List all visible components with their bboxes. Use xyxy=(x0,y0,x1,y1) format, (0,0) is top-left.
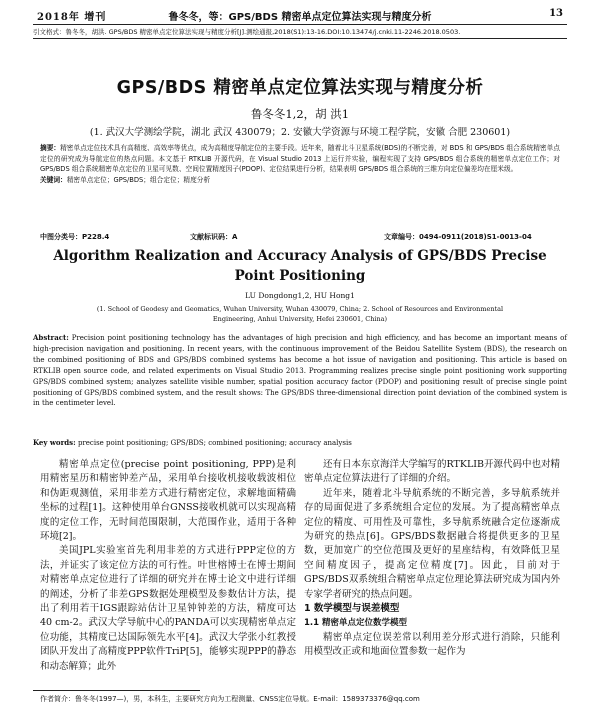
clc-number: 中图分类号：P228.4 xyxy=(40,233,110,241)
chinese-abstract-text: 精密单点定位技术具有高精度、高效率等优点，成为高精度导航定位的主要手段。近年来，随着北斗卫星系统(BDS)的不断完善，对 BDS 和 GPS/BDS 组合系统精密单点定位的研究成为导航定位的热点问题。本文基于 RTKLIB 开源代码，在 Visual Studio 2013 上运行并实验，编程实现了支持 GPS/BDS 组合系统的精密单点定位工作；对 GPS/BDS 组合系统精密单点定位的卫星可见数、空间位置精度因子(PDOP)、定位结果进行分析，结果表明 GPS/BDS 组合系统的三维方向定位偏差均在厘米级。 xyxy=(40,144,560,173)
body-paragraph: 精密单点定位(precise point positioning, PPP)是利用精密星历和精密钟差产品，采用单台接收机接收载波相位和伪距观测值，采用非差方式进行精密定位，求解地面精确坐标的过程[1]。这种使用单台GNSS接收机就可以实现高精度的定位工作，无时间范围限制，大范围作业，适用于各种环境[2]。 xyxy=(40,459,296,543)
chinese-keywords-label: 关键词： xyxy=(40,175,67,184)
page-number: 13 xyxy=(549,8,563,19)
chinese-abstract xyxy=(40,143,560,185)
body-paragraph: 美国JPL实验室首先利用非差的方式进行PPP定位的方法，并证实了该定位方法的可行性。叶世榕博士在博士期间对精密单点定位进行了详细的研究并在博士论文中进行详细的阐述，分析了非差GPS数据处理模型及参数估计方法，提出了利用若干IGS跟踪站估计卫星钟钟差的方法，精度可达40 cm-2。武汉大学导航中心的PANDA可以实现精密单点定位功能，其精度已达国际领先水平[4]。武汉大学张小红教授团队开发出了高精度PPP软件TriP[5]，能够实现PPP的静态和动态解算；此外 xyxy=(40,545,296,672)
chinese-title: GPS/BDS 精密单点定位算法实现与精度分析 xyxy=(116,78,484,98)
header-title: 鲁冬冬，等：GPS/BDS 精密单点定位算法实现与精度分析 xyxy=(168,12,432,23)
header-issue: 2018年 增刊 xyxy=(37,12,107,23)
english-keywords-line xyxy=(33,438,567,447)
chinese-authors: 鲁冬冬1,2，胡 洪1 xyxy=(250,107,350,121)
english-abstract-label: Abstract: xyxy=(33,333,69,342)
article-id: 文章编号：0494-0911(2018)S1-0013-04 xyxy=(384,233,532,241)
chinese-keywords: 精密单点定位；GPS/BDS；组合定位；精度分析 xyxy=(66,175,211,184)
chinese-affiliation: (1. 武汉大学测绘学院，湖北 武汉 430079；2. 安徽大学资源与环境工程学院，安徽 合肥 230601) xyxy=(89,127,511,138)
english-affiliation: (1. School of Geodesy and Geomatics, Wuhan University, Wuhan 430079, China; 2. School of Resources and Environmental Engineering, Anhui University, Hefei 230601, China) xyxy=(96,305,504,323)
footnote-rule xyxy=(33,690,200,691)
chinese-abstract-label: 摘要： xyxy=(40,144,61,152)
english-keywords-label: Key words: xyxy=(33,438,76,447)
body-column-left xyxy=(40,458,296,674)
body-paragraph: 还有日本东京海洋大学编写的RTKLIB开源代码中也对精密单点定位算法进行了详细的介绍。 xyxy=(304,459,560,485)
citation-line: 引文格式：鲁冬冬，胡洪. GPS/BDS 精密单点定位算法实现与精度分析[J].测绘通报,2018(S1):13-16.DOI:10.13474/j.cnki.11-2246.2018.0503. xyxy=(33,28,461,36)
body-paragraph: 近年来，随着北斗导航系统的不断完善，多导航系统并存的局面促进了多系统组合定位的发展。为了提高精密单点定位的精度、可用性及可靠性，多导航系统融合定位逐渐成为研究的热点[6]。GPS/BDS数据融合将提供更多的卫星数，更加宽广的空位范围及更好的星座结构，有效降低卫星空间精度因子，提高定位精度[7]。因此，目前对于GPS/BDS双系统组合精密单点定位理论算法研究成为国内外专家学者研究的热点问题。 xyxy=(304,487,560,600)
running-header xyxy=(33,6,567,24)
english-keywords: precise point positioning; GPS/BDS; combined positioning; accuracy analysis xyxy=(77,439,352,447)
english-abstract-text: Precision point positioning technology has the advantages of high precision and high efficiency, and has become an important means of high-precision navigation and positioning. In recent years, with the continuous improvement of the Beidou Satellite System (BDS), the research on the combined positioning of BDS and GPS/BDS combined systems has become a hot issue of navigation and positioning. This article is based on RTKLIB open source code, and related experiments on Visual Studio 2013. Programming realizes precise single point positioning work supporting GPS/BDS combined system; analyzes satellite visible number, spatial position accuracy factor (PDOP) and positioning result of precise single point positioning of GPS/BDS combined system, and the result shows: The GPS/BDS three-dimensional direction point deviation of the combined system is in the centimeter level. xyxy=(33,334,567,408)
english-title: Algorithm Realization and Accuracy Analysis of GPS/BDS Precise Point Positioning xyxy=(53,248,547,284)
document-code: 文献标识码：A xyxy=(190,233,238,241)
section-heading-1-1: 1.1 精密单点定位数学模型 xyxy=(304,618,408,629)
author-footnote: 作者简介：鲁冬冬(1997—)，男，本科生，主要研究方向为工程测量、CNSS定位导航。E-mail：1589373376@qq.com xyxy=(40,695,420,703)
body-paragraph: 精密单点定位误差常以利用差分形式进行消除，只能利用模型改正或和地面位置参数一起作为 xyxy=(304,631,560,658)
body-column-right xyxy=(304,458,560,660)
header-rule xyxy=(33,24,567,25)
section-heading-1: 1 数学模型与误差模型 xyxy=(304,603,400,615)
citation-rule xyxy=(33,38,567,39)
english-authors: LU Dongdong1,2, HU Hong1 xyxy=(245,291,355,300)
english-abstract xyxy=(33,333,567,409)
